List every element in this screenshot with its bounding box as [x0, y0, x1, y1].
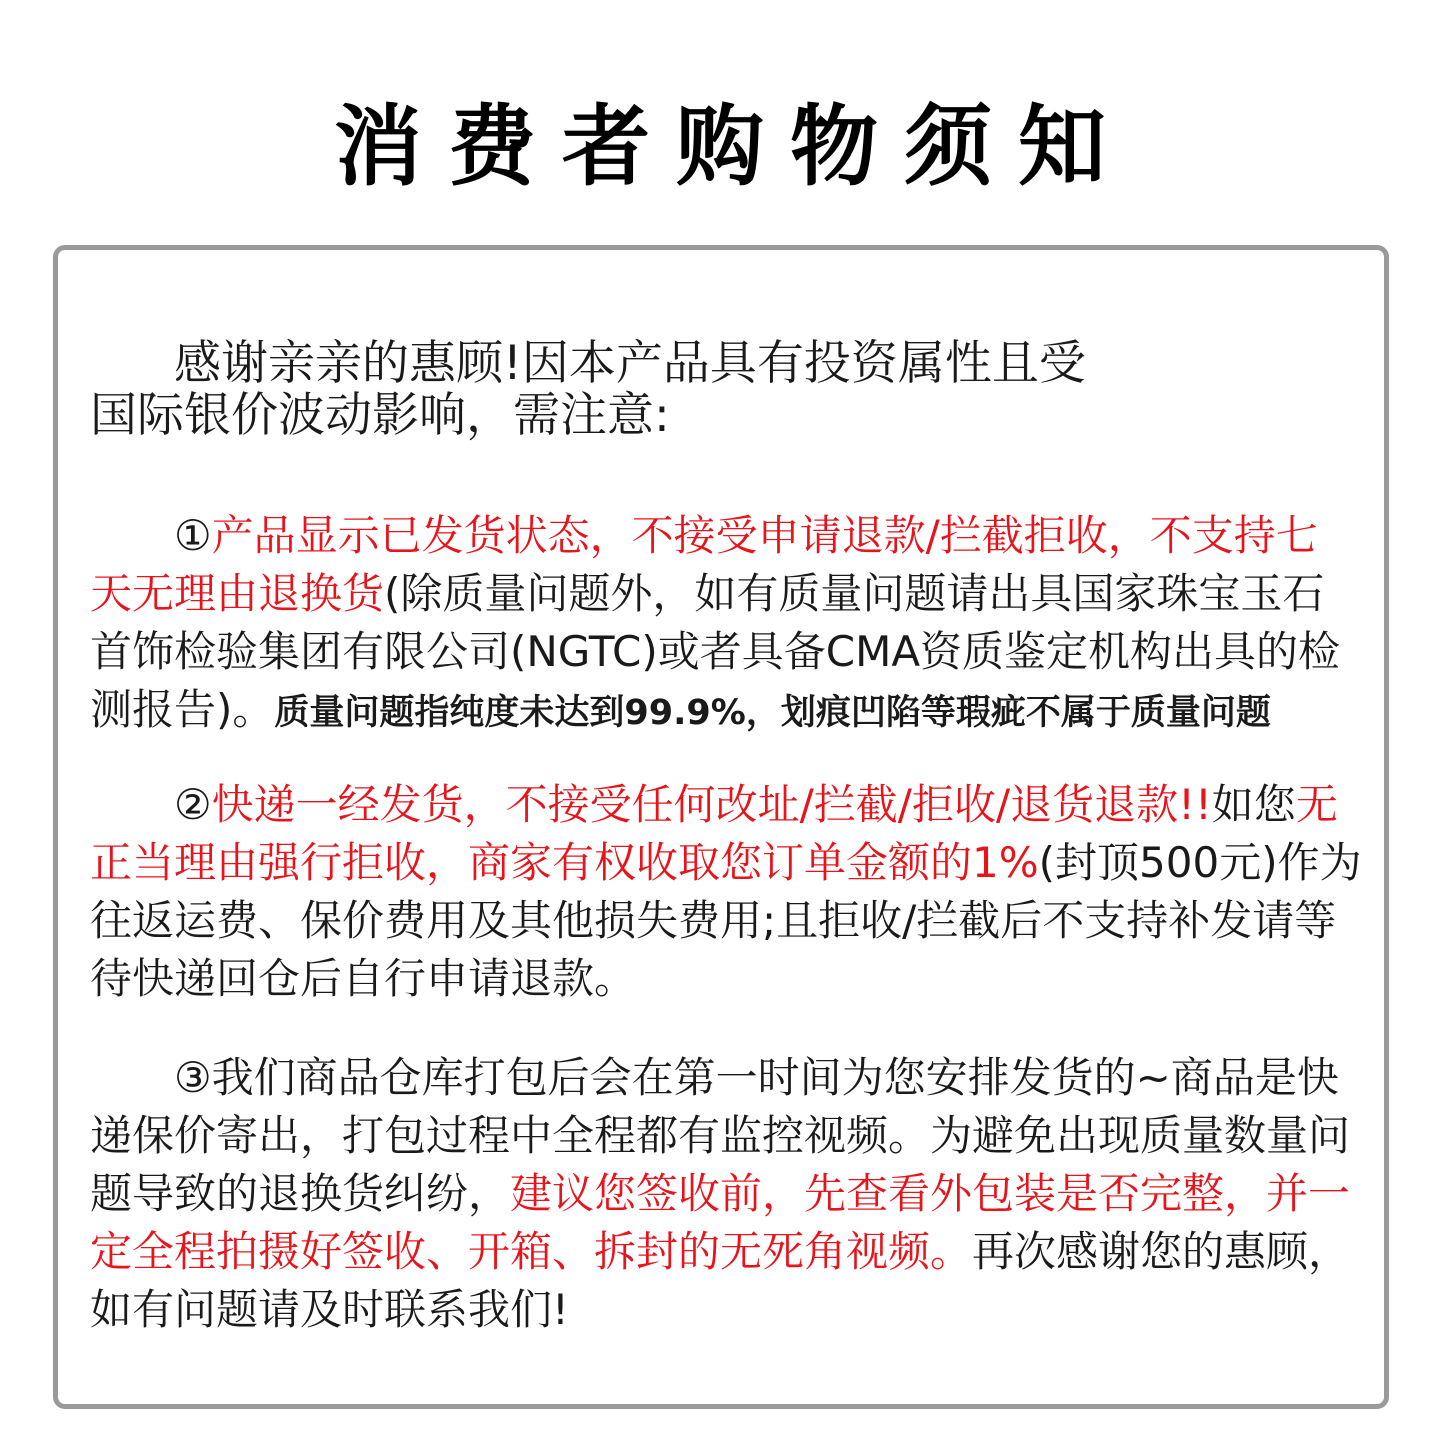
item3-warning-text-4: 定全程拍摄好签收、开箱、拆封的无死角视频。 — [90, 1227, 973, 1276]
item2-line-3: 往返运费、保价费用及其他损失费用;且拒收/拦截后不支持补发请等 — [90, 896, 1337, 945]
item3-line-2: 递保价寄出，打包过程中全程都有监控视频。为避免出现质量数量问 — [90, 1111, 1351, 1160]
item1-line-2 — [90, 565, 1350, 623]
item2-line-4: 待快递回仓后自行申请退款。 — [90, 954, 637, 1003]
item2-warning-text-2: 正当理由强行拒收，商家有权收取您订单金额的1% — [90, 838, 1039, 887]
intro-line-2: 国际银价波动影响，需注意: — [90, 388, 670, 443]
item1-text-4: 测报告)。 — [90, 685, 275, 734]
item2-line-1 — [90, 776, 1350, 834]
item1-line-4 — [90, 681, 1350, 739]
intro-paragraph — [90, 338, 1350, 442]
item3-warning-text-3: 建议您签收前，先查看外包装是否完整，并一 — [510, 1169, 1351, 1218]
item2-line-2 — [90, 834, 1362, 892]
item2-warning-text: 快递一经发货，不接受任何改址/拦截/拒收/退货退款!! — [211, 780, 1212, 829]
item3-line-1: ③我们商品仓库打包后会在第一时间为您安排发货的~商品是快 — [174, 1053, 1339, 1102]
notice-item-2 — [90, 776, 1362, 1008]
page-title: 消费者购物须知 — [333, 95, 1132, 198]
intro-line-1: 感谢亲亲的惠顾!因本产品具有投资属性且受 — [174, 336, 1086, 391]
item3-text-3: 题导致的退换货纠纷， — [90, 1169, 511, 1218]
item3-line-5: 如有问题请及时联系我们! — [90, 1285, 569, 1334]
item1-line-3: 首饰检验集团有限公司(NGTC)或者具备CMA资质鉴定机构出具的检 — [90, 627, 1341, 676]
notice-item-3 — [90, 1049, 1350, 1339]
item1-bold-note: 质量问题指纯度未达到99.9%，划痕凹陷等瑕疵不属于质量问题 — [274, 693, 1271, 733]
item3-line-3 — [90, 1165, 1350, 1223]
item1-warning-text: 产品显示已发货状态，不接受申请退款/拦截拒收，不支持七 — [211, 511, 1318, 560]
item1-text-2: (除质量问题外，如有质量问题请出具国家珠宝玉石 — [384, 569, 1325, 618]
notice-item-1 — [90, 507, 1350, 739]
item2-text-2: (封顶500元)作为 — [1038, 838, 1362, 887]
item1-line-1 — [90, 507, 1350, 565]
item2-text-1: 如您 — [1211, 780, 1296, 829]
item2-warning-text-1b: 无 — [1295, 780, 1338, 829]
item1-marker: ① — [174, 511, 212, 560]
item3-text-4: 再次感谢您的惠顾， — [972, 1227, 1351, 1276]
item1-warning-text-2: 天无理由退换货 — [90, 569, 385, 618]
item2-marker: ② — [174, 780, 212, 829]
item3-line-4 — [90, 1223, 1350, 1281]
